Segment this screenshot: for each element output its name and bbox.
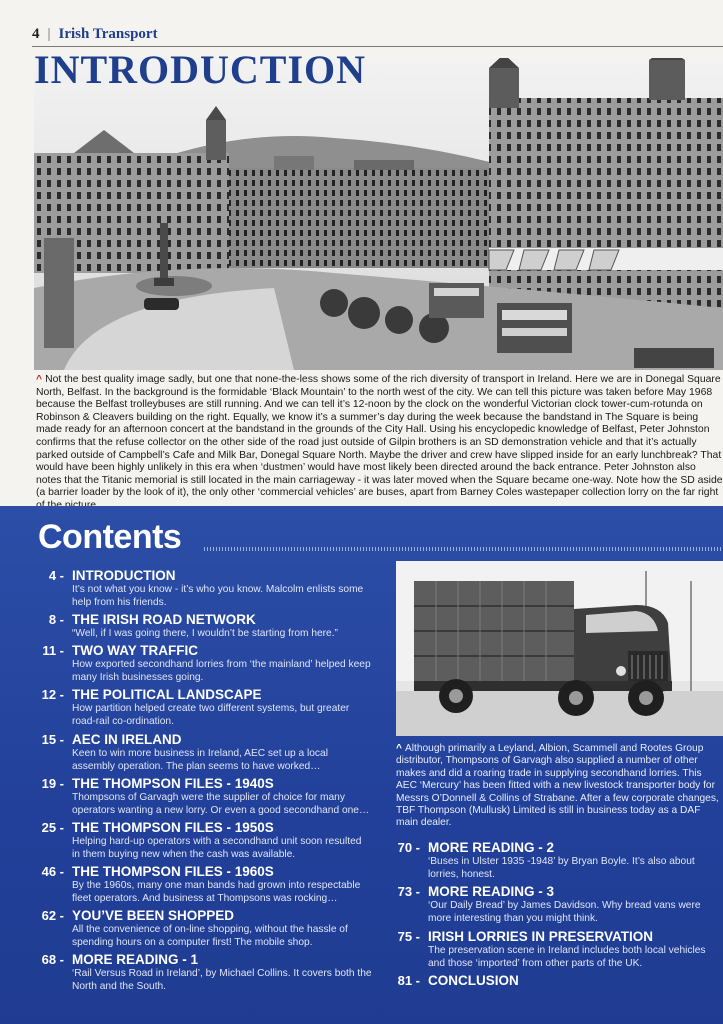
toc-description: Helping hard-up operators with a secondhand unit soon resulted in them buying new when the cash was available. <box>72 836 362 860</box>
toc-description: How exported secondhand lorries from ‘the mainland’ helped keep many Irish businesses going. <box>72 659 371 683</box>
truck-photo-caption <box>396 743 723 830</box>
toc-title: THE THOMPSON FILES - 1940S <box>72 776 274 791</box>
donegal-square-photo <box>34 58 723 370</box>
toc-description: How partition helped create two different systems, but greater road-rail co-ordination. <box>72 703 350 727</box>
toc-page-number: 11 - <box>42 643 64 658</box>
toc-title: MORE READING - 2 <box>428 840 555 855</box>
toc-title: THE IRISH ROAD NETWORK <box>72 612 256 627</box>
section-name: Irish Transport <box>58 25 158 42</box>
toc-description: Keen to win more business in Ireland, AEC set up a local assembly operation. The plan seems to have worked… <box>72 748 328 772</box>
toc-description: Thompsons of Garvagh were the supplier of choice for many operators wanting a new lorry. Or even a good secondhand one… <box>72 792 370 816</box>
toc-title: MORE READING - 1 <box>72 952 199 967</box>
contents-divider-rule <box>204 547 723 551</box>
toc-page-number: 8 - <box>48 612 64 627</box>
caption-arrow-icon: ^ <box>36 374 43 385</box>
toc-title: TWO WAY TRAFFIC <box>72 643 198 658</box>
caption-arrow-icon: ^ <box>396 743 402 754</box>
toc-description: ‘Rail Versus Road in Ireland’, by Michael Collins. It covers both the North and the South. <box>72 968 372 992</box>
photo-caption-text: Not the best quality image sadly, but one that none-the-less shows some of the rich diversity of transport in Ireland. Here we are in Donegal Square North, Belfast. In the background is the formidable ‘Black Mountain’ to the north west of the city. We can tell this picture was taken before May 1968 because the Belfast trolleybuses are still running. And we can tell it’s 12-noon by the clock on the wonderful Victorian clock tower-cum-rotunda on Robinson & Cleavers building on the right. Equally, we know it’s a summer’s day during the week because the bandstand in The Square is being made ready for an afternoon concert at the bandstand in the grounds of the City Hall. Using his encyclopedic knowledge of Belfast, Peter Johnston confirms that the refuse collector on the other side of the road just outside of Gilpin brothers is an SD demonstration vehicle and that it’s actually parked outside of Campbell’s Cafe and Milk Bar, Donegal Square North. Maybe the driver and crew have slipped inside for an early lunchbreak? That would have been highly unlikely in this era when ‘dustmen’ would have most likely been directed around the back entrance. Peter Johnston also notes that the Titanic memorial is still located in the main carriageway - it was later moved when the Square became one-way. Note how the SD aside (a barrier loader by the look of it), the only other ‘commercial vehicles’ are buses, apart from Barney Coles wastepaper collection lorry on the far right <box>36 374 723 499</box>
page-title: INTRODUCTION <box>34 47 367 92</box>
toc-title: INTRODUCTION <box>72 568 176 583</box>
toc-page-number: 68 - <box>41 952 64 967</box>
toc-title: THE THOMPSON FILES - 1960S <box>72 864 274 879</box>
toc-title: THE POLITICAL LANDSCAPE <box>72 687 262 702</box>
toc-page-number: 25 - <box>41 820 64 835</box>
toc-title: AEC IN IRELAND <box>72 732 182 747</box>
toc-title: CONCLUSION <box>428 973 519 988</box>
aec-mercury-truck-photo <box>396 561 723 736</box>
toc-description: “Well, if I was going there, I wouldn’t be starting from here.” <box>72 628 338 639</box>
toc-page-number: 73 - <box>397 884 420 899</box>
toc-page-number: 62 - <box>41 908 64 923</box>
page-number: 4 <box>32 25 40 42</box>
toc-page-number: 15 - <box>41 732 64 747</box>
truck-caption-text: Although primarily a Leyland, Albion, Scammell and Rootes Group distributor, Thompsons of Garvagh also supplied a number of other makes and did a roaring trade in supplying secondhand lorries. This AEC ‘Mercury’ has been fitted with a new livestock transporter body for Messrs O’Donnell & Collins of Strabane. After a few corporate changes, TBF Thompson (Mullusk) Limited is still in business today as a DAF main dealer. <box>396 743 719 829</box>
toc-title: MORE READING - 3 <box>428 884 555 899</box>
toc-page-number: 75 - <box>397 929 420 944</box>
toc-title: IRISH LORRIES IN PRESERVATION <box>428 929 654 944</box>
toc-page-number: 81 - <box>397 973 420 988</box>
toc-description: All the convenience of on-line shopping, without the hassle of spending hours on a computer first! The mobile shop. <box>72 924 348 948</box>
toc-title: YOU’VE BEEN SHOPPED <box>72 908 235 923</box>
toc-page-number: 12 - <box>41 687 64 702</box>
toc-page-number: 46 - <box>41 864 64 879</box>
toc-title: THE THOMPSON FILES - 1950S <box>72 820 274 835</box>
toc-description: ‘Buses in Ulster 1935 -1948’ by Bryan Boyle. It’s also about lorries, honest. <box>428 856 695 880</box>
toc-page-number: 19 - <box>41 776 64 791</box>
header-divider: | <box>47 25 51 42</box>
street-scene-illustration <box>34 58 723 370</box>
toc-description: It’s not what you know - it’s who you know. Malcolm enlists some help from his friends. <box>72 584 364 608</box>
photo-caption <box>36 374 723 513</box>
toc-description: The preservation scene in Ireland includes both local vehicles and those ‘imported’ from other parts of the UK. <box>428 945 706 969</box>
truck-illustration <box>396 561 723 736</box>
page-header <box>32 22 723 47</box>
toc-description: ‘Our Daily Bread’ by James Davidson. Why bread vans were more interesting than you might think. <box>428 900 701 924</box>
toc-page-number: 70 - <box>397 840 420 855</box>
contents-heading: Contents <box>38 518 182 556</box>
toc-page-number: 4 - <box>48 568 64 583</box>
toc-description: By the 1960s, many one man bands had grown into respectable fleet operators. And business at Thompsons was rocking… <box>72 880 361 904</box>
